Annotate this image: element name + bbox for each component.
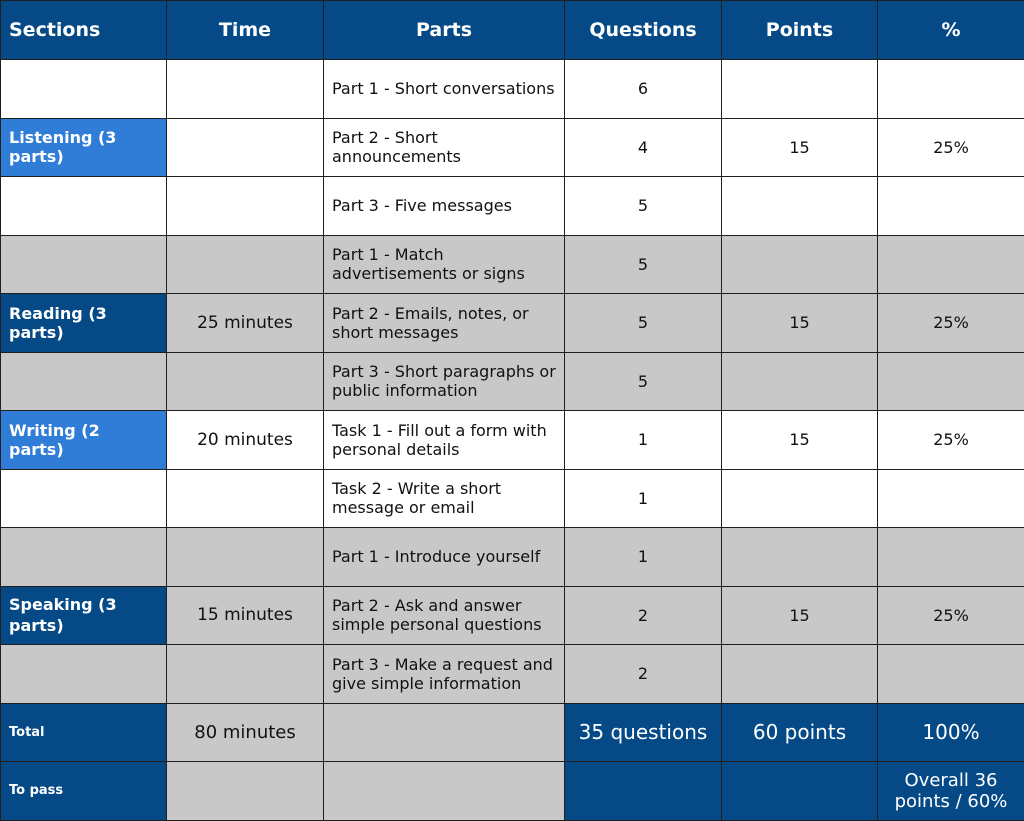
- points-cell: 15: [722, 586, 878, 645]
- time-cell: [167, 118, 324, 177]
- to-pass-part: [324, 762, 565, 821]
- table-row: [1, 60, 1024, 119]
- table-row: [1, 352, 1024, 411]
- table-row: [1, 294, 1024, 353]
- header-row: [1, 1, 1024, 60]
- percent-cell: 25%: [878, 294, 1024, 353]
- part-cell: Part 3 - Make a request and give simple information: [324, 645, 565, 704]
- section-cell-reading: Reading (3 parts): [1, 294, 167, 353]
- table-row: [1, 118, 1024, 177]
- percent-cell: 25%: [878, 118, 1024, 177]
- points-cell: [722, 60, 878, 119]
- time-cell: 15 minutes: [167, 586, 324, 645]
- time-cell: [167, 645, 324, 704]
- to-pass-time: [167, 762, 324, 821]
- points-cell: [722, 528, 878, 587]
- total-questions: 35 questions: [565, 703, 722, 762]
- time-cell: [167, 352, 324, 411]
- time-cell: [167, 469, 324, 528]
- part-cell: Part 2 - Emails, notes, or short messages: [324, 294, 565, 353]
- time-cell: 25 minutes: [167, 294, 324, 353]
- points-cell: [722, 235, 878, 294]
- questions-cell: 6: [565, 60, 722, 119]
- table-row: [1, 645, 1024, 704]
- questions-cell: 1: [565, 528, 722, 587]
- questions-cell: 2: [565, 586, 722, 645]
- percent-cell: [878, 528, 1024, 587]
- total-points: 60 points: [722, 703, 878, 762]
- table-row: [1, 586, 1024, 645]
- section-cell-listening: Listening (3 parts): [1, 118, 167, 177]
- points-cell: 15: [722, 294, 878, 353]
- percent-cell: [878, 60, 1024, 119]
- section-cell: [1, 235, 167, 294]
- section-cell: [1, 645, 167, 704]
- part-cell: Part 3 - Five messages: [324, 177, 565, 236]
- section-cell: [1, 177, 167, 236]
- total-part: [324, 703, 565, 762]
- total-label: Total: [1, 703, 167, 762]
- questions-cell: 5: [565, 352, 722, 411]
- to-pass-row: [1, 762, 1024, 821]
- percent-cell: [878, 352, 1024, 411]
- table-row: [1, 411, 1024, 470]
- percent-cell: 25%: [878, 586, 1024, 645]
- part-cell: Part 2 - Ask and answer simple personal questions: [324, 586, 565, 645]
- table-row: [1, 528, 1024, 587]
- section-cell-speaking: Speaking (3 parts): [1, 586, 167, 645]
- points-cell: 15: [722, 411, 878, 470]
- part-cell: Task 1 - Fill out a form with personal details: [324, 411, 565, 470]
- to-pass-questions: [565, 762, 722, 821]
- to-pass-requirement: Overall 36 points / 60%: [878, 762, 1024, 821]
- time-cell: [167, 60, 324, 119]
- points-cell: 15: [722, 118, 878, 177]
- header-points: Points: [722, 1, 878, 60]
- points-cell: [722, 645, 878, 704]
- questions-cell: 1: [565, 411, 722, 470]
- header-time: Time: [167, 1, 324, 60]
- part-cell: Task 2 - Write a short message or email: [324, 469, 565, 528]
- points-cell: [722, 177, 878, 236]
- total-percent: 100%: [878, 703, 1024, 762]
- percent-cell: 25%: [878, 411, 1024, 470]
- to-pass-points: [722, 762, 878, 821]
- time-cell: 20 minutes: [167, 411, 324, 470]
- part-cell: Part 1 - Match advertisements or signs: [324, 235, 565, 294]
- section-cell: [1, 528, 167, 587]
- time-cell: [167, 177, 324, 236]
- questions-cell: 1: [565, 469, 722, 528]
- total-row: [1, 703, 1024, 762]
- total-time: 80 minutes: [167, 703, 324, 762]
- part-cell: Part 3 - Short paragraphs or public information: [324, 352, 565, 411]
- questions-cell: 2: [565, 645, 722, 704]
- questions-cell: 5: [565, 294, 722, 353]
- table-row: [1, 469, 1024, 528]
- table-row: [1, 177, 1024, 236]
- percent-cell: [878, 235, 1024, 294]
- to-pass-label: To pass: [1, 762, 167, 821]
- questions-cell: 5: [565, 177, 722, 236]
- time-cell: [167, 235, 324, 294]
- header-questions: Questions: [565, 1, 722, 60]
- part-cell: Part 2 - Short announcements: [324, 118, 565, 177]
- header-percent: %: [878, 1, 1024, 60]
- section-cell: [1, 352, 167, 411]
- questions-cell: 5: [565, 235, 722, 294]
- section-cell: [1, 469, 167, 528]
- percent-cell: [878, 645, 1024, 704]
- header-parts: Parts: [324, 1, 565, 60]
- part-cell: Part 1 - Short conversations: [324, 60, 565, 119]
- section-cell-writing: Writing (2 parts): [1, 411, 167, 470]
- section-cell: [1, 60, 167, 119]
- time-cell: [167, 528, 324, 587]
- percent-cell: [878, 177, 1024, 236]
- points-cell: [722, 469, 878, 528]
- header-sections: Sections: [1, 1, 167, 60]
- part-cell: Part 1 - Introduce yourself: [324, 528, 565, 587]
- percent-cell: [878, 469, 1024, 528]
- questions-cell: 4: [565, 118, 722, 177]
- table-row: [1, 235, 1024, 294]
- points-cell: [722, 352, 878, 411]
